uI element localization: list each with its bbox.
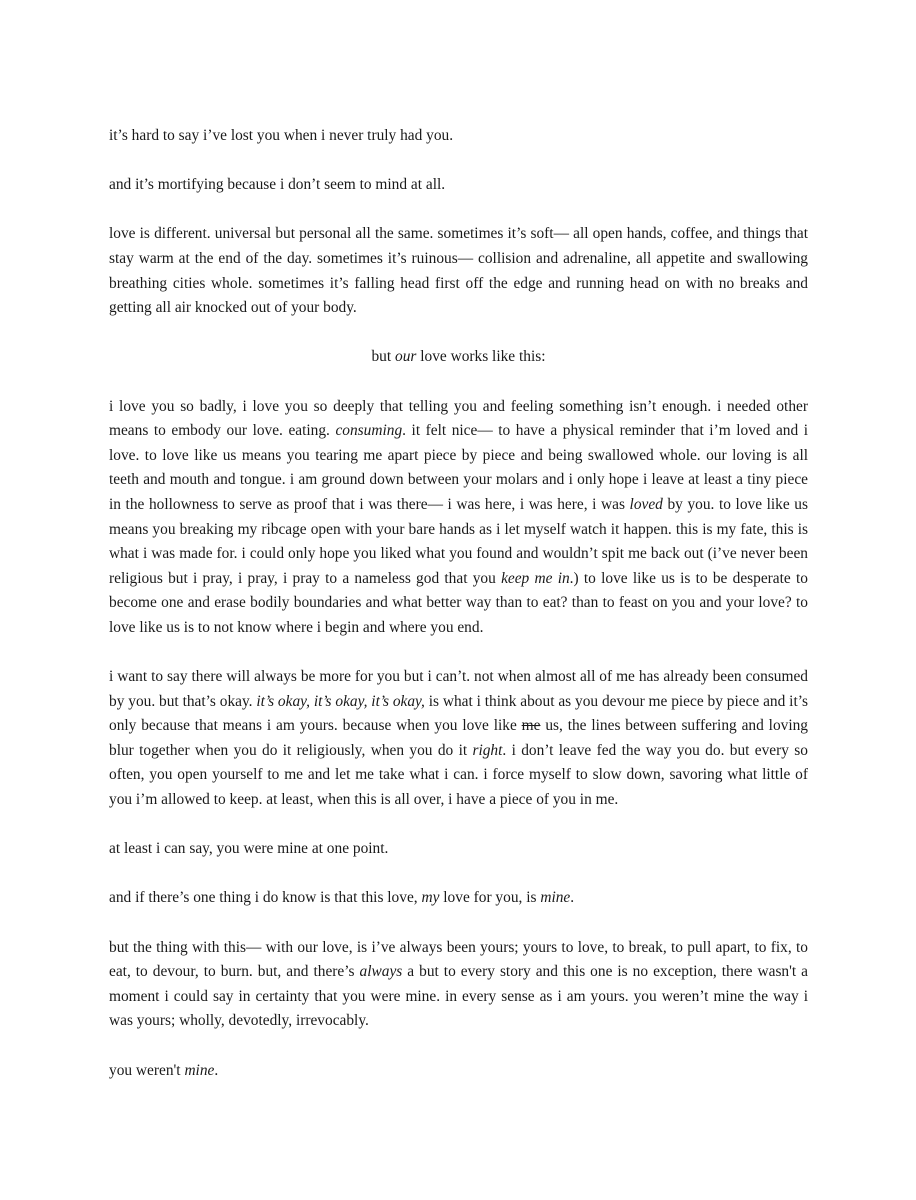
- text-segment: and it’s mortifying because i don’t seem to mind at all.: [109, 176, 446, 194]
- text-segment: love for you, is: [439, 889, 541, 907]
- paragraph-7: [109, 837, 808, 862]
- strikethrough-segment: me: [521, 717, 541, 735]
- paragraph-8: [109, 886, 808, 911]
- text-segment: i love you so badly, i love you so deeply that telling you and feeling something isn’t enough. i needed other means to embody our love. eating.: [109, 397, 808, 440]
- paragraph-2: [109, 173, 808, 198]
- text-segment: . it felt nice— to have a physical reminder that i’m loved and i love. to love like us means you tearing me apart piece by piece and being swallowed whole. our loving is all teeth and mouth and tongue. i am ground down between your molars and i only hope i leave at least a tiny piece in the hollowness to serve as proof that i was there— i was here, i was here, i was: [109, 422, 808, 513]
- paragraph-1: [109, 124, 808, 149]
- italic-segment: right: [472, 741, 503, 759]
- text-segment: at least i can say, you were mine at one point.: [109, 840, 389, 858]
- paragraph-10: [109, 1059, 808, 1084]
- italic-segment: it’s okay, it’s okay, it’s okay,: [256, 692, 425, 710]
- text-segment: .) to love like us is to be desperate to become one and erase bodily boundaries and what better way than to eat? than to feast on you and your love? to love like us is to not know where i begin and where you end.: [109, 569, 808, 636]
- paragraph-3: [109, 222, 808, 320]
- text-segment: but the thing with this— with our love, is i’ve always been yours; yours to love, to break, to pull apart, to fix, to eat, to devour, to burn. but, and there’s: [109, 938, 808, 981]
- text-segment: you weren't: [109, 1061, 185, 1079]
- document-body: [109, 124, 808, 1108]
- italic-segment: loved: [629, 495, 663, 513]
- text-segment: .: [214, 1061, 219, 1079]
- text-segment: a but to every story and this one is no exception, there wasn't a moment i could say in certainty that you were mine. in every sense as i am yours. you weren’t mine the way i was yours; wholly, devotedly, irrevocably.: [109, 963, 809, 1030]
- text-segment: love works like this:: [416, 348, 546, 366]
- italic-segment: our: [395, 348, 417, 366]
- text-segment: i want to say there will always be more for you but i can’t. not when almost all of me has already been consumed by you. but that’s okay.: [109, 668, 808, 710]
- italic-segment: mine: [184, 1061, 215, 1079]
- italic-segment: my: [421, 889, 440, 907]
- paragraph-5: [109, 395, 808, 641]
- text-segment: . i don’t leave fed the way you do. but every so often, you open yourself to me and let me take what i can. i force myself to slow down, savoring what little of you i’m allowed to keep. at least, when this is all over, i have a piece of you in me.: [109, 741, 808, 809]
- text-segment: .: [570, 889, 575, 907]
- text-segment: it’s hard to say i’ve lost you when i never truly had you.: [109, 127, 454, 144]
- italic-segment: keep me in: [501, 569, 570, 587]
- text-segment: love is different. universal but personal all the same. sometimes it’s soft— all open hands, coffee, and things that stay warm at the end of the day. sometimes it’s ruinous— collision and adrenaline, all appetite and swallowing breathing cities whole. sometimes it’s falling head first off the edge and running head on with no breaks and getting all air knocked out of your body.: [109, 225, 808, 317]
- italic-segment: mine: [540, 889, 571, 907]
- text-segment: us, the lines between suffering and loving blur together when you do it religiously, when you do it: [109, 717, 808, 759]
- text-segment: is what i think about as you devour me piece by piece and it’s only because that means i am yours. because when you love like: [109, 692, 808, 735]
- text-segment: by you. to love like us means you breaking my ribcage open with your bare hands as i let myself watch it happen. this is my fate, this is what i was made for. i could only hope you liked what you found and wouldn’t spit me back out (i’ve never been religious but i pray, i pray, i pray to a nameless god that you: [109, 495, 808, 587]
- paragraph-6: [109, 665, 808, 813]
- italic-segment: always: [359, 963, 403, 981]
- text-segment: but: [371, 348, 395, 366]
- italic-segment: consuming: [335, 422, 403, 440]
- paragraph-9: [109, 936, 808, 1034]
- text-segment: and if there’s one thing i do know is that this love,: [109, 889, 422, 907]
- paragraph-4: [109, 345, 808, 370]
